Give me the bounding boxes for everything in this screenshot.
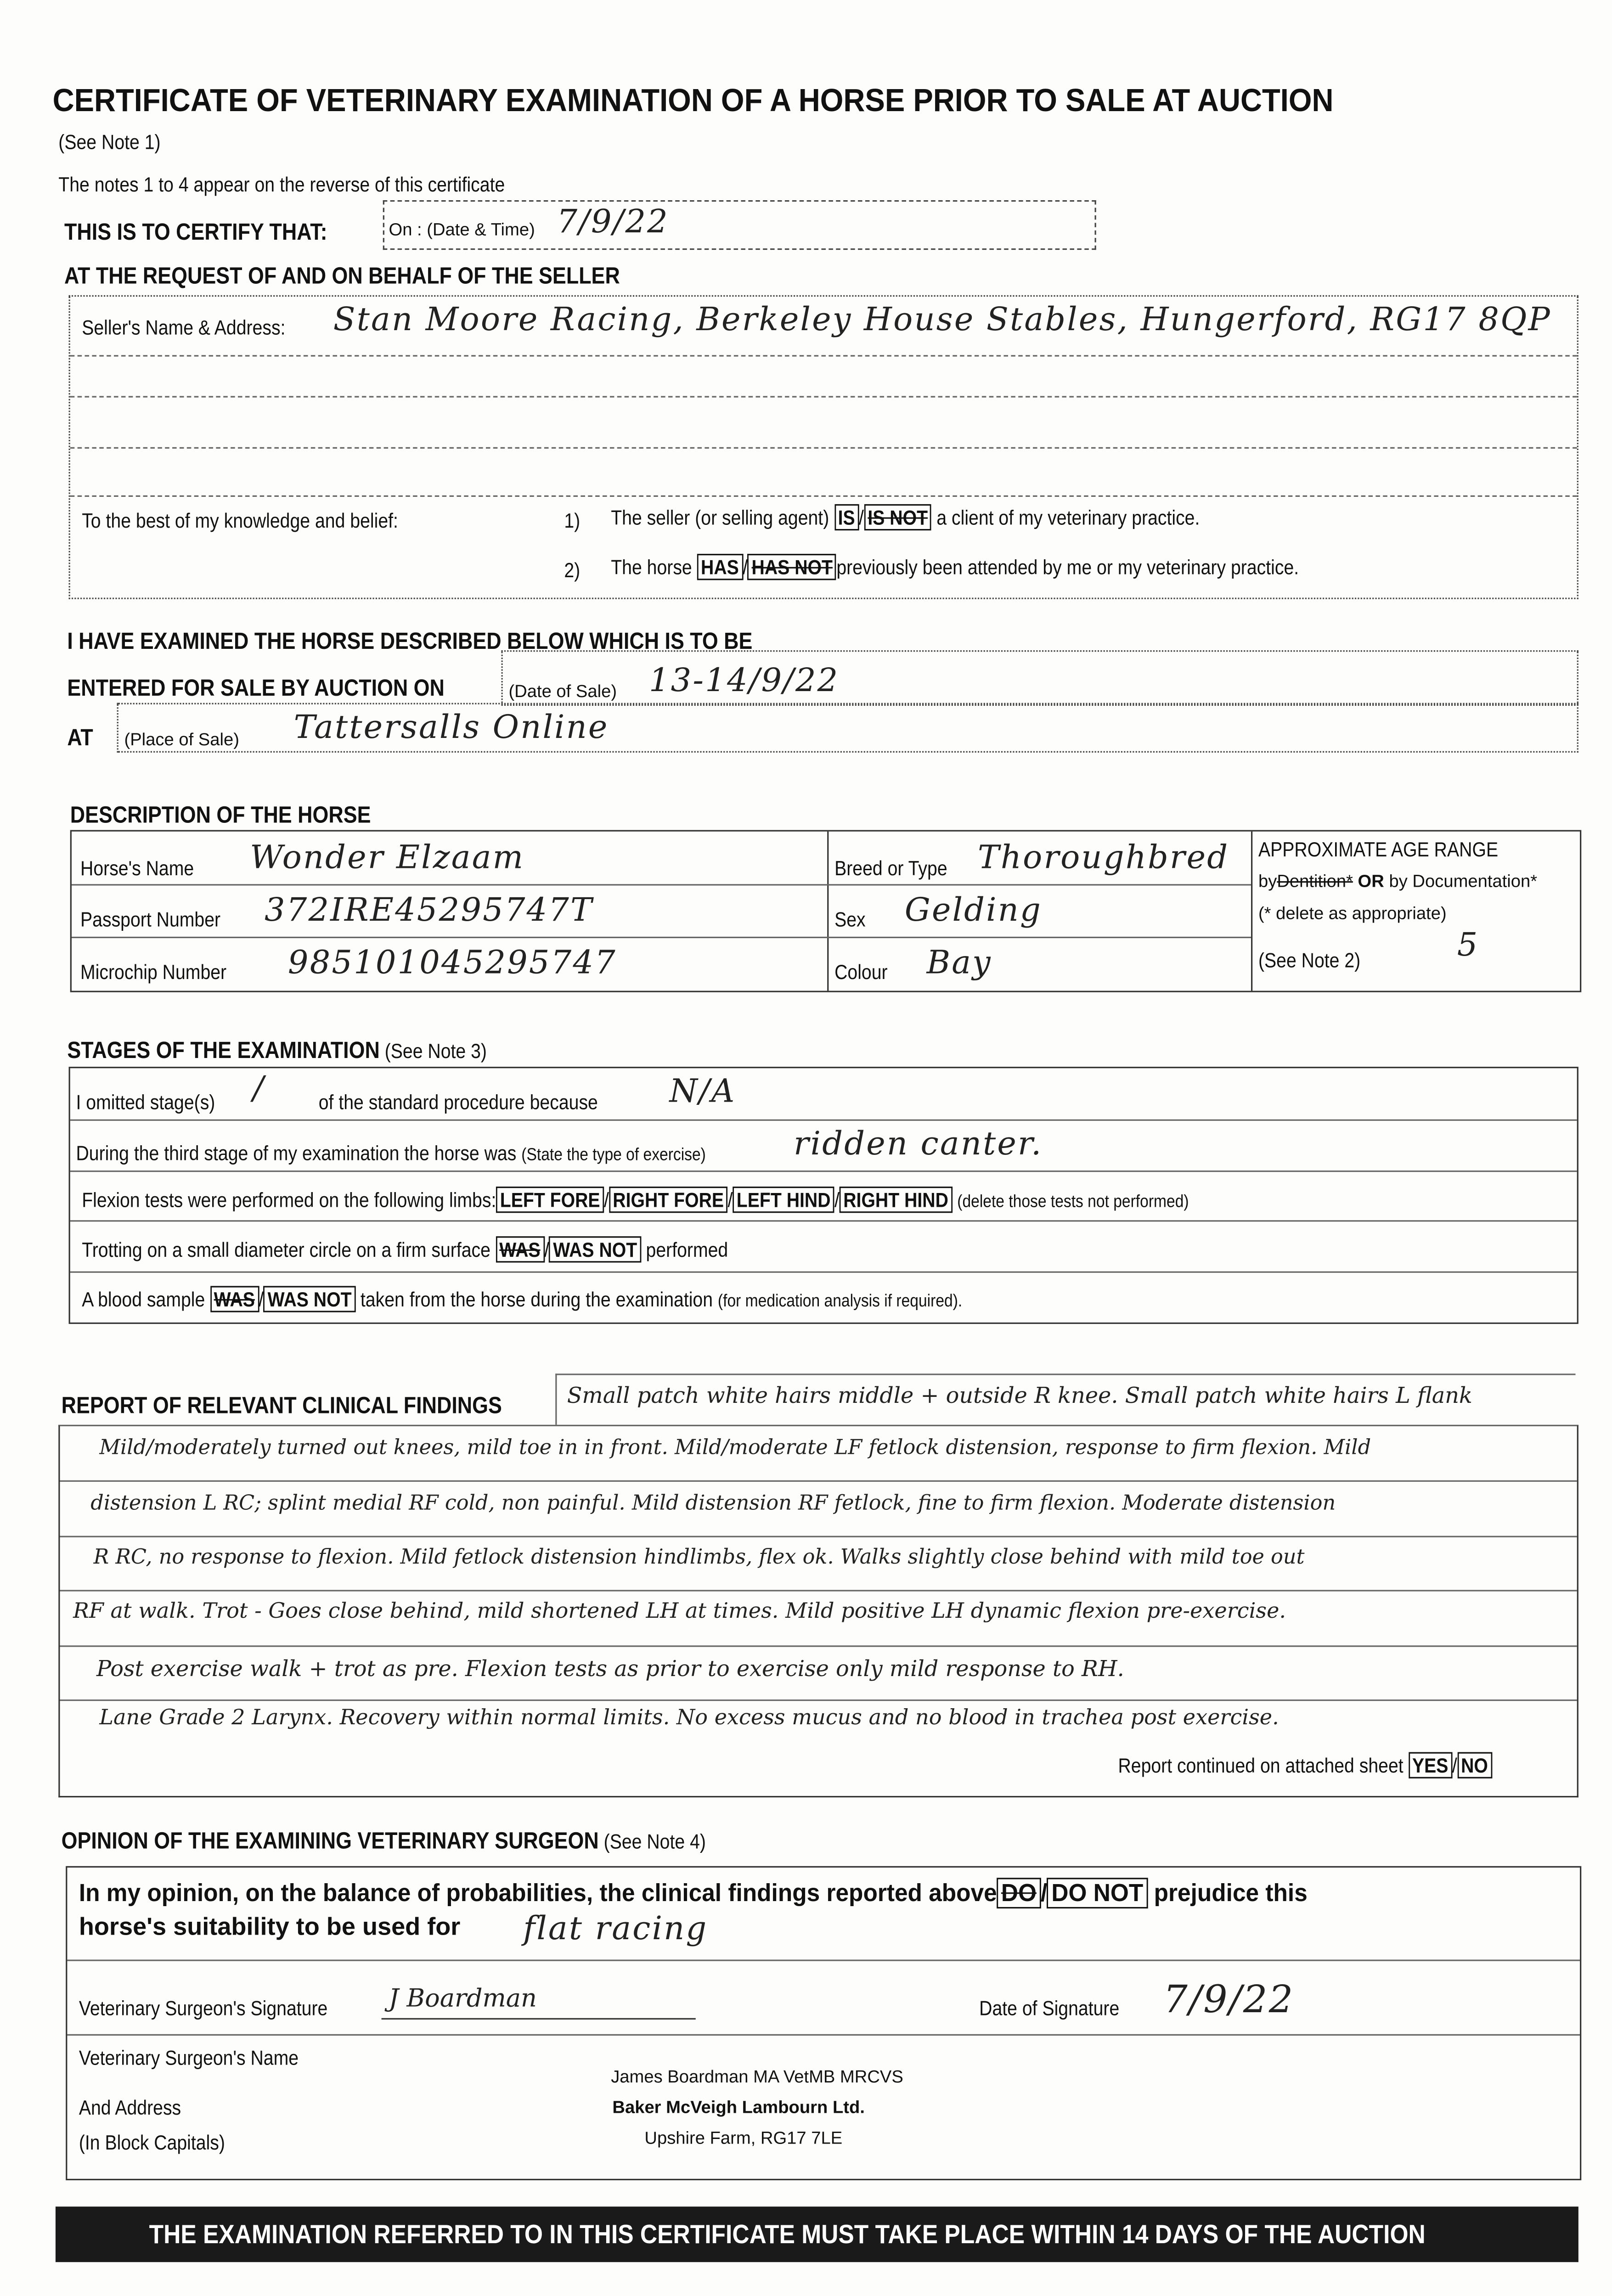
horse-table bbox=[70, 830, 1581, 992]
on-value: 7/9/22 bbox=[557, 204, 669, 242]
page-title: CERTIFICATE OF VETERINARY EXAMINATION OF A HORSE PRIOR TO SALE AT AUCTION bbox=[52, 82, 1334, 118]
sale-place-field[interactable] bbox=[117, 703, 1578, 753]
colour-label: Colour bbox=[834, 960, 888, 984]
footer-banner bbox=[56, 2206, 1578, 2262]
footer-text: THE EXAMINATION REFERRED TO IN THIS CERTIFICATE MUST TAKE PLACE WITHIN 14 DAYS OF THE AUCTION bbox=[149, 2219, 1426, 2249]
passport-label: Passport Number bbox=[80, 907, 221, 931]
age-heading: APPROXIMATE AGE RANGE bbox=[1258, 837, 1499, 861]
place-value: Tattersalls Online bbox=[293, 710, 609, 747]
signature-label: Veterinary Surgeon's Signature bbox=[79, 1996, 328, 2020]
signature: J Boardman bbox=[389, 1984, 537, 2014]
address-label: And Address bbox=[79, 2095, 181, 2119]
certify-label: THIS IS TO CERTIFY THAT: bbox=[64, 220, 327, 246]
examined-heading: I HAVE EXAMINED THE HORSE DESCRIBED BELOW WHICH IS TO BE bbox=[67, 630, 753, 655]
age-note: (See Note 2) bbox=[1258, 948, 1361, 972]
finding-line: distension L RC; splint medial RF cold, non painful. Mild distension RF fetlock, fine to firm flexion. Moderate distension bbox=[90, 1492, 1336, 1516]
knowledge-label: To the best of my knowledge and belief: bbox=[82, 508, 398, 532]
breed-label: Breed or Type bbox=[834, 856, 947, 880]
request-heading: AT THE REQUEST OF AND ON BEHALF OF THE SELLER bbox=[64, 264, 620, 290]
passport-number: 372IRE45295747T bbox=[264, 893, 593, 929]
block-label: (In Block Capitals) bbox=[79, 2130, 225, 2154]
trot-row: Trotting on a small diameter circle on a firm surface WAS / WAS NOT performed bbox=[82, 1238, 728, 1261]
opinion-text: In my opinion, on the balance of probabilities, the clinical findings reported above DO / DO NOT prejudice this bbox=[79, 1879, 1308, 1908]
breed-value: Thoroughbred bbox=[977, 840, 1229, 877]
horse-name: Wonder Elzaam bbox=[250, 840, 525, 877]
certify-date-field[interactable] bbox=[383, 200, 1096, 250]
sig-date-value: 7/9/22 bbox=[1163, 1978, 1295, 2023]
item-2: 2) bbox=[564, 558, 581, 582]
microchip-label: Microchip Number bbox=[80, 960, 227, 984]
finding-line: Small patch white hairs middle + outside R knee. Small patch white hairs L flank bbox=[567, 1382, 1472, 1409]
date-value: 13-14/9/22 bbox=[648, 663, 840, 700]
stamp-line: James Boardman MA VetMB MRCVS bbox=[611, 2066, 903, 2087]
age-method: byDentition* OR by Documentation* bbox=[1258, 871, 1538, 892]
microchip-number: 985101045295747 bbox=[287, 945, 617, 982]
third-stage-label: During the third stage of my examination the horse was (State the type of exercise) bbox=[76, 1141, 706, 1165]
notes-line: The notes 1 to 4 appear on the reverse of this certificate bbox=[58, 172, 505, 196]
finding-line: R RC, no response to flexion. Mild fetlock distension hindlimbs, flex ok. Walks slightly close behind with mild toe out bbox=[93, 1546, 1305, 1570]
stamp-line: Upshire Farm, RG17 7LE bbox=[644, 2127, 843, 2148]
omitted-value: / bbox=[253, 1071, 265, 1108]
colour-value: Bay bbox=[926, 945, 992, 982]
omitted-label: I omitted stage(s) bbox=[76, 1090, 215, 1114]
seller-value[interactable]: Stan Moore Racing, Berkeley House Stables, Hungerford, RG17 8QP bbox=[333, 302, 1551, 339]
use-value: flat racing bbox=[523, 1911, 708, 1948]
opinion-text-2: horse's suitability to be used for bbox=[79, 1913, 461, 1941]
name-label: Horse's Name bbox=[80, 856, 194, 880]
attended-statement: The horse HAS / HAS NOT previously been attended by me or my veterinary practice. bbox=[611, 555, 1299, 579]
seller-label: Seller's Name & Address: bbox=[82, 315, 286, 339]
sex-label: Sex bbox=[834, 907, 866, 931]
age-value: 5 bbox=[1457, 928, 1479, 965]
sex-value: Gelding bbox=[904, 893, 1043, 929]
because-label: of the standard procedure because bbox=[318, 1090, 598, 1114]
on-label: On : (Date & Time) bbox=[389, 219, 535, 240]
sig-date-label: Date of Signature bbox=[979, 1996, 1120, 2020]
item-1: 1) bbox=[564, 508, 581, 532]
opinion-heading: OPINION OF THE EXAMINING VETERINARY SURGEON (See Note 4) bbox=[61, 1829, 706, 1855]
date-label: (Date of Sale) bbox=[508, 681, 617, 702]
name-label: Veterinary Surgeon's Name bbox=[79, 2046, 299, 2070]
flexion-row: Flexion tests were performed on the following limbs: LEFT FORE / RIGHT FORE / LEFT HIND / RIGHT HIND (delete those tests not performed) bbox=[82, 1188, 1189, 1211]
blood-row: A blood sample WAS / WAS NOT taken from the horse during the examination (for medication analysis if required). bbox=[82, 1288, 962, 1311]
entered-label: ENTERED FOR SALE BY AUCTION ON bbox=[67, 676, 445, 702]
continued-row: Report continued on attached sheet YES / NO bbox=[1118, 1754, 1492, 1777]
opinion-box bbox=[66, 1866, 1581, 2180]
at-label: AT bbox=[67, 726, 93, 751]
third-stage-value: ridden canter. bbox=[793, 1126, 1043, 1164]
description-heading: DESCRIPTION OF THE HORSE bbox=[70, 804, 371, 829]
finding-line: RF at walk. Trot - Goes close behind, mild shortened LH at times. Mild positive LH dynamic flexion pre-exercise. bbox=[73, 1600, 1286, 1624]
finding-line: Lane Grade 2 Larynx. Recovery within normal limits. No excess mucus and no blood in trachea post exercise. bbox=[99, 1706, 1279, 1730]
age-delete: (* delete as appropriate) bbox=[1258, 903, 1447, 924]
stages-box bbox=[69, 1067, 1578, 1324]
findings-heading: REPORT OF RELEVANT CLINICAL FINDINGS bbox=[61, 1394, 502, 1419]
because-value: N/A bbox=[669, 1074, 736, 1111]
sale-date-field[interactable] bbox=[502, 650, 1578, 706]
stamp-line: Baker McVeigh Lambourn Ltd. bbox=[612, 2097, 865, 2118]
see-note: (See Note 1) bbox=[58, 130, 161, 154]
finding-line: Mild/moderately turned out knees, mild toe in in front. Mild/moderate LF fetlock distension, response to firm flexion. Mild bbox=[99, 1436, 1371, 1460]
client-statement: The seller (or selling agent) IS / IS NOT a client of my veterinary practice. bbox=[611, 506, 1200, 529]
stages-heading: STAGES OF THE EXAMINATION (See Note 3) bbox=[67, 1039, 487, 1064]
finding-line: Post exercise walk + trot as pre. Flexion tests as prior to exercise only mild response to RH. bbox=[96, 1655, 1124, 1682]
place-label: (Place of Sale) bbox=[124, 729, 239, 750]
seller-box bbox=[69, 295, 1578, 599]
